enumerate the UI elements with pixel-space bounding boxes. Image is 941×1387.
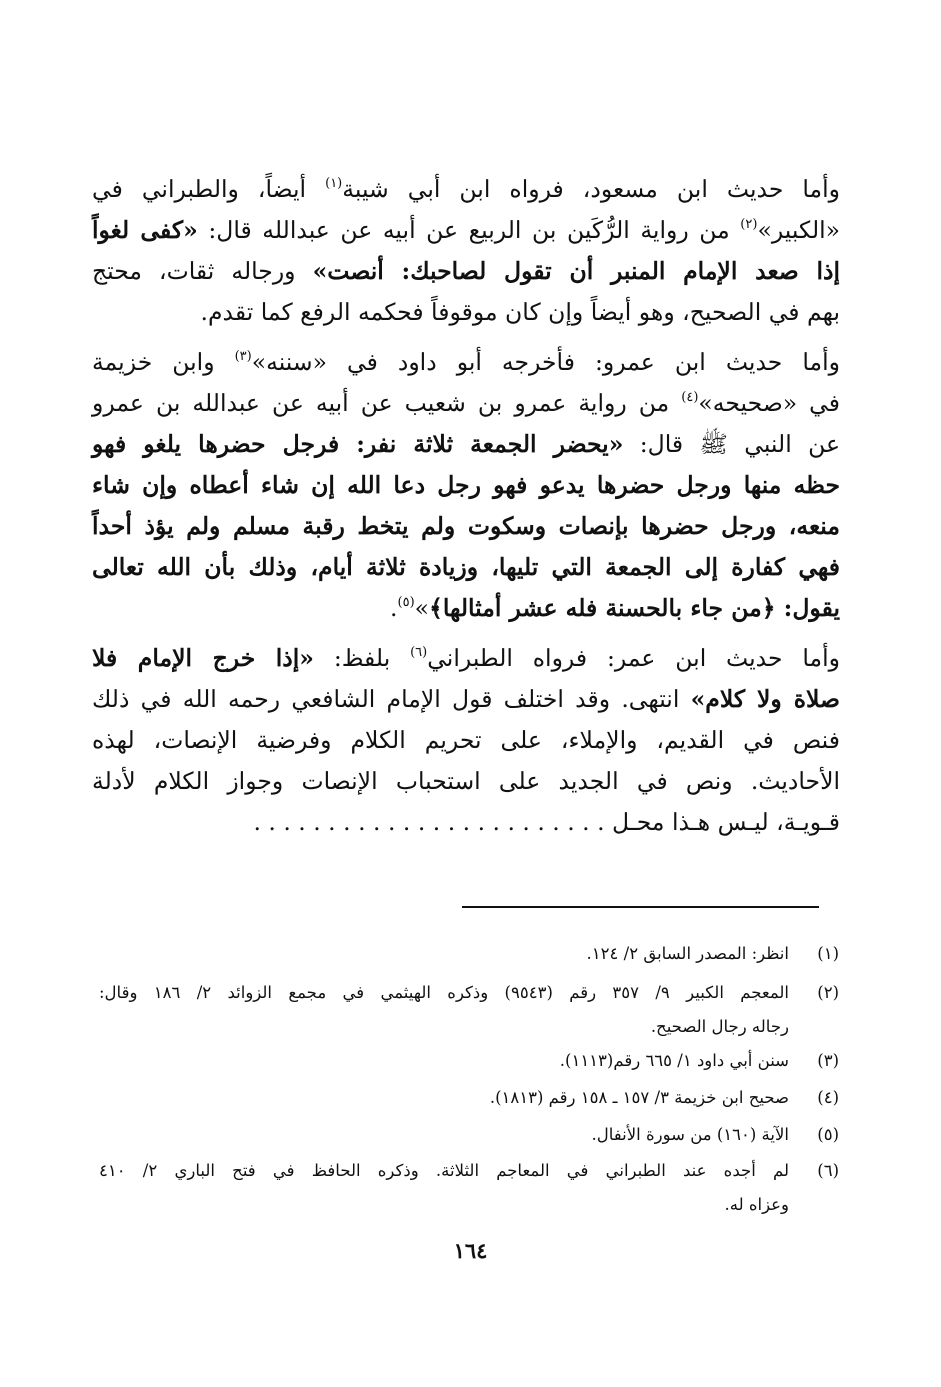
footnote-number: (٦): [817, 1161, 839, 1180]
text-line: [92, 298, 840, 326]
text-line: [92, 257, 840, 285]
hadith-text: «إذا خرج الإمام فلا: [92, 644, 314, 672]
text-segment: وأما حديث ابن عمرو: فأخرجه أبو داود في «سننه»: [251, 348, 840, 376]
footnote: [99, 1127, 839, 1144]
text-segment: في «صحيحه»: [698, 389, 841, 417]
text-line: [92, 726, 840, 754]
footnote-number: (٤): [817, 1088, 839, 1107]
footnote-marker: (٥): [397, 595, 415, 610]
footnote: [99, 946, 839, 963]
text-line: [92, 644, 840, 672]
footnote: [99, 985, 839, 1002]
text-segment: ورجاله ثقات، محتج: [92, 257, 313, 285]
footnote-text: المعجم الكبير ٩/ ٣٥٧ رقم (٩٥٤٣) وذكره الهيثمي في مجمع الزوائد ٢/ ١٨٦ وقال:: [99, 983, 790, 1002]
hadith-text: «يحضر الجمعة ثلاثة نفر: فرجل حضرها يلغو فهو: [92, 430, 624, 458]
footnote: [99, 1163, 839, 1180]
hadith-text: صلاة ولا كلام»: [690, 685, 840, 713]
text-segment: بلفظ:: [313, 644, 411, 672]
footnote-text: الآية (١٦٠) من سورة الأنفال.: [591, 1125, 789, 1144]
text-line: [92, 767, 840, 795]
text-line: [92, 430, 840, 458]
text-segment: «الكبير»: [757, 216, 841, 244]
text-line: [92, 216, 841, 244]
footnote-number: (٢): [817, 983, 839, 1002]
hadith-text: فهي كفارة إلى الجمعة التي تليها، وزيادة ثلاثة أيام، وذلك بأن الله تعالى: [92, 553, 840, 581]
hadith-text: إذا صعد الإمام المنبر أن تقول لصاحبك: أنصت»: [312, 257, 840, 285]
text-line: [92, 553, 840, 581]
footnote-text: سنن أبي داود ١/ ٦٦٥ رقم(١١١٣).: [559, 1051, 789, 1070]
text-segment: الأحاديث. ونص في الجديد على استحباب الإنصات وجواز الكلام لأدلة: [92, 767, 840, 795]
text-segment: »: [414, 594, 430, 622]
footnote-marker: (٣): [234, 349, 252, 364]
footnote-text: لم أجده عند الطبراني في المعاجم الثلاثة. وذكره الحافظ في فتح الباري ٢/ ٤١٠: [99, 1161, 789, 1180]
text-line: [92, 685, 840, 713]
text-segment: عن النبي ﷺ قال:: [623, 430, 840, 458]
text-segment: .: [390, 594, 398, 622]
footnote-marker: (٦): [410, 645, 428, 660]
text-segment: وأما حديث ابن عمر: فرواه الطبراني: [427, 644, 840, 672]
page-number: ١٦٤: [453, 1238, 488, 1263]
text-segment: فنص في القديم، والإملاء، على تحريم الكلام وفرضية الإنصات، لهذه: [92, 726, 840, 754]
text-line: [92, 808, 840, 836]
footnote: [99, 1053, 839, 1070]
hadith-text: يقول: ﴿من جاء بالحسنة فله عشر أمثالها﴾: [429, 594, 840, 622]
hadith-text: حظه منها ورجل حضرها يدعو فهو رجل دعا الله إن شاء أعطاه وإن شاء: [92, 471, 840, 499]
footnote-number: (٣): [817, 1051, 839, 1070]
text-line: [92, 471, 840, 499]
footnote-text: انظر: المصدر السابق ٢/ ١٢٤.: [586, 944, 789, 963]
footnote-text: صحيح ابن خزيمة ٣/ ١٥٧ ـ ١٥٨ رقم (١٨١٣).: [489, 1088, 789, 1107]
footnote-marker: (١): [325, 176, 343, 191]
footnote-marker: (٢): [740, 217, 758, 232]
text-segment: من رواية الرُّكَين بن الربيع عن أبيه عن عبدالله قال:: [197, 216, 741, 244]
footnote: [99, 1090, 839, 1107]
text-line: [92, 594, 840, 622]
footnote-number: (١): [817, 944, 839, 963]
text-line: [92, 175, 840, 203]
footnote-separator: [462, 906, 819, 908]
text-line: [92, 389, 841, 417]
text-line: [92, 348, 840, 376]
footnote-number: (٥): [817, 1125, 839, 1144]
text-segment: وأما حديث ابن مسعود، فرواه ابن أبي شيبة: [342, 175, 840, 203]
text-segment: انتهى. وقد اختلف قول الإمام الشافعي رحمه الله في ذلك: [92, 685, 691, 713]
footnote-marker: (٤): [681, 390, 699, 405]
text-segment: قـويـة، ليـس هـذا محـل . . . . . . . . . . . . . . . . . . . . . . . .: [253, 808, 840, 836]
text-segment: بهم في الصحيح، وهو أيضاً وإن كان موقوفاً فحكمه الرفع كما تقدم.: [200, 298, 840, 326]
text-segment: أيضاً، والطبراني في: [92, 175, 326, 203]
text-line: [92, 512, 840, 540]
hadith-text: «كفى لغواً: [92, 216, 198, 244]
text-segment: وابن خزيمة: [92, 348, 235, 376]
text-segment: من رواية عمرو بن شعيب عن أبيه عن عبدالله بن عمرو: [92, 389, 682, 417]
footnote-continuation: وعزاه له.: [724, 1195, 789, 1214]
hadith-text: منعه، ورجل حضرها بإنصات وسكوت ولم يتخط رقبة مسلم ولم يؤذ أحداً: [92, 512, 840, 540]
footnote-continuation: رجاله رجال الصحيح.: [650, 1017, 789, 1036]
